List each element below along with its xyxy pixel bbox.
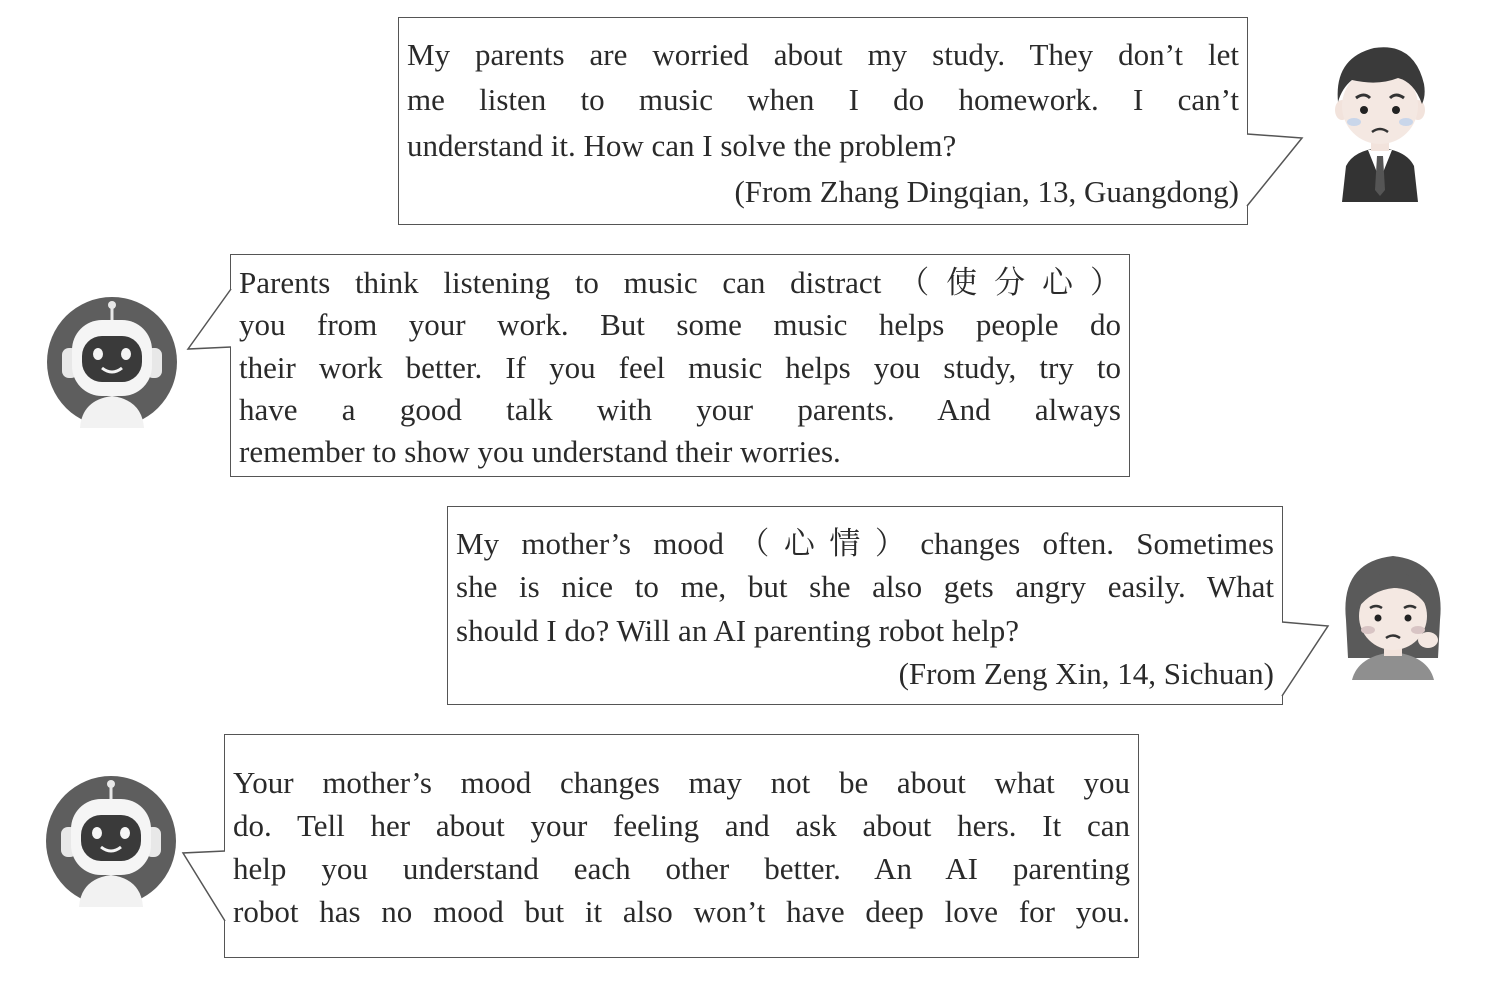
worried-boy-avatar-icon xyxy=(1328,40,1432,205)
speech-bubble-zhang-dingqian xyxy=(398,17,1248,225)
robot-avatar-icon xyxy=(46,296,178,430)
speech-bubble-robot-reply-2 xyxy=(224,734,1139,958)
speech-bubble-robot-reply-1 xyxy=(230,254,1130,477)
speech-bubble-tail xyxy=(1279,618,1333,700)
speech-bubble-tail xyxy=(180,845,228,925)
letter-line: Parents think listening to music can distract（使分心） xyxy=(239,265,1121,300)
letter-line: help you understand each other better. An AI parenting xyxy=(233,851,1130,886)
letter-source: (From Zhang Dingqian, 13, Guangdong) xyxy=(734,174,1239,209)
speech-bubble-tail xyxy=(1244,130,1308,210)
letter-line: My parents are worried about my study. They don’t let xyxy=(407,37,1239,72)
worried-girl-avatar-icon xyxy=(1338,548,1448,682)
robot-avatar-icon xyxy=(45,775,177,909)
letter-line: remember to show you understand their worries. xyxy=(239,434,841,469)
letter-line: do. Tell her about your feeling and ask about hers. It can xyxy=(233,808,1130,843)
letter-line: she is nice to me, but she also gets angry easily. What xyxy=(456,569,1274,604)
letter-line: their work better. If you feel music helps you study, try to xyxy=(239,350,1121,385)
letter-line: My mother’s mood（心情）changes often. Sometimes xyxy=(456,526,1274,561)
letter-line: should I do? Will an AI parenting robot help? xyxy=(456,613,1019,648)
speech-bubble-tail xyxy=(186,285,234,355)
letter-line: you from your work. But some music helps people do xyxy=(239,307,1121,342)
letter-line: understand it. How can I solve the problem? xyxy=(407,128,957,163)
letter-line: me listen to music when I do homework. I can’t xyxy=(407,82,1239,117)
letter-line: Your mother’s mood changes may not be about what you xyxy=(233,765,1130,800)
letter-source: (From Zeng Xin, 14, Sichuan) xyxy=(898,656,1274,691)
letter-line: robot has no mood but it also won’t have deep love for you. xyxy=(233,894,1130,929)
letter-line: have a good talk with your parents. And always xyxy=(239,392,1121,427)
speech-bubble-zeng-xin xyxy=(447,506,1283,705)
